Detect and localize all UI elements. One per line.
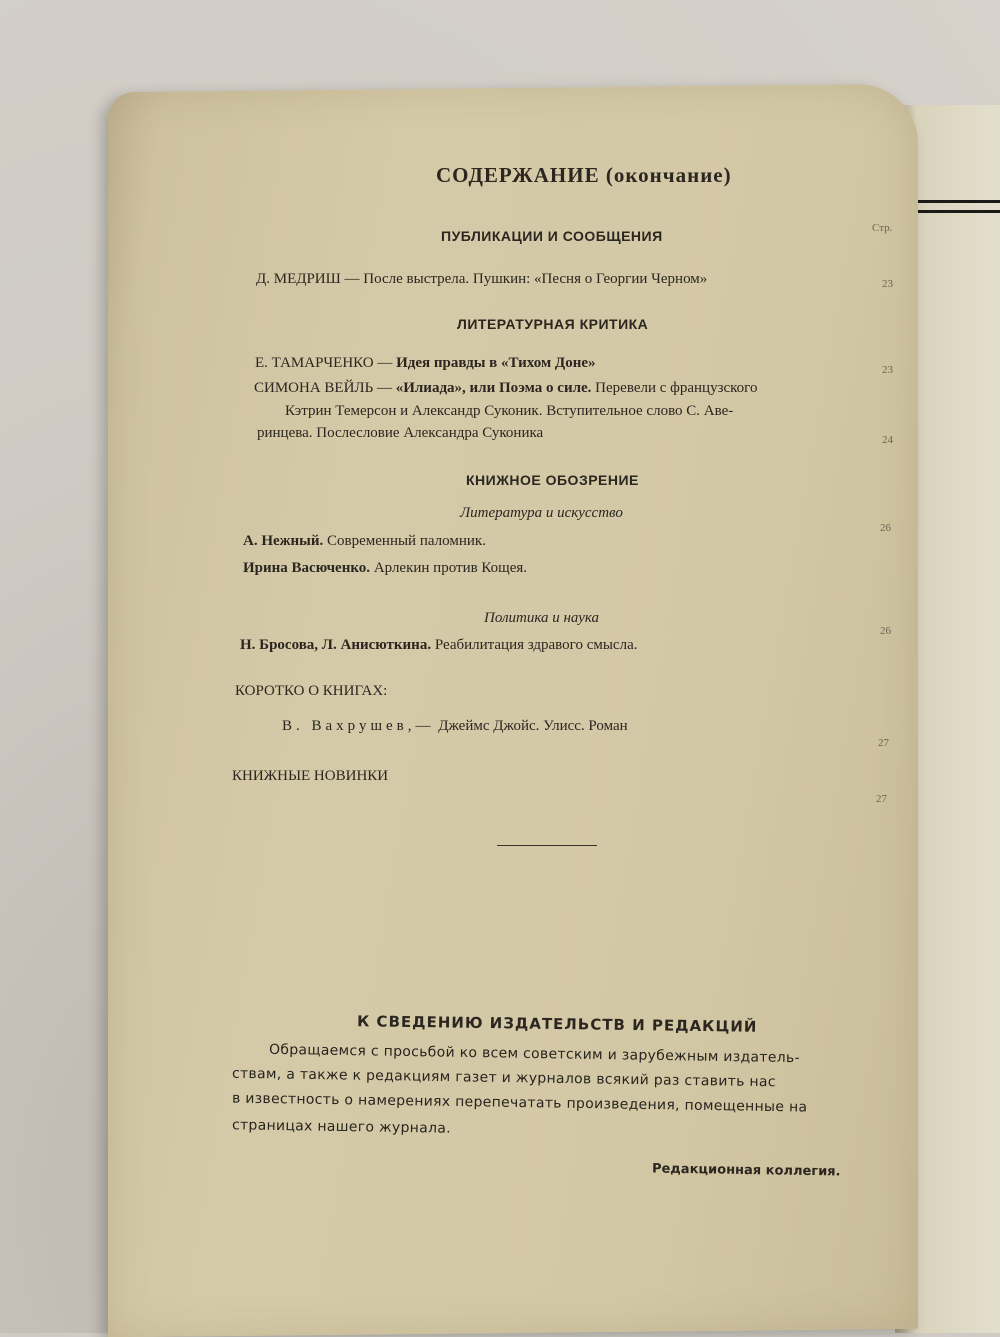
toc-entry [256, 271, 707, 288]
notice-signature: Редакционная коллегия. [651, 1161, 841, 1180]
section-heading: КНИЖНОЕ ОБОЗРЕНИЕ [466, 472, 639, 488]
toc-entry [243, 560, 527, 577]
toc-entry [243, 533, 486, 550]
entry-author: Е. ТАМАРЧЕНКО — [255, 355, 393, 371]
toc-entry [240, 637, 637, 654]
page-number: 24 [882, 434, 893, 446]
new-books-heading: КНИЖНЫЕ НОВИНКИ [232, 768, 389, 784]
facing-page-rule-bottom [918, 210, 1000, 213]
entry-title: Современный паломник. [327, 533, 486, 549]
toc-entry-continued: ринцева. Послесловие Александра Суконика [257, 425, 544, 441]
notice-line: страницах нашего журнала. [231, 1117, 452, 1137]
entry-author: Д. МЕДРИШ — [256, 271, 360, 287]
entry-title: «Илиада», или Поэма о силе. [395, 380, 592, 396]
entry-title: Арлекин против Кощея. [373, 560, 528, 576]
section-heading: ПУБЛИКАЦИИ И СООБЩЕНИЯ [441, 228, 663, 244]
contents-title: СОДЕРЖАНИЕ (окончание) [436, 163, 732, 187]
toc-entry [254, 380, 757, 397]
subsection-heading: Литература и искусство [460, 505, 623, 521]
page-number: 26 [880, 625, 891, 637]
page-number-header: Стр. [872, 222, 893, 234]
entry-note: Перевели с французского [595, 380, 758, 396]
entry-author: СИМОНА ВЕЙЛЬ — [254, 380, 392, 396]
entry-title: Реабилитация здравого смысла. [434, 637, 638, 653]
page-number: 23 [882, 278, 893, 290]
entry-author: Ирина Васюченко. [243, 560, 371, 576]
toc-entry [282, 718, 628, 735]
toc-entry [255, 355, 596, 372]
divider-rule [497, 845, 597, 846]
subsection-heading: Политика и наука [484, 610, 600, 626]
entry-author: Н. Бросова, Л. Анисюткина. [240, 637, 432, 653]
entry-title: Идея правды в «Тихом Доне» [396, 355, 596, 371]
entry-title: Джеймс Джойс. Улисс. Роман [438, 718, 628, 734]
notice-line: в известность о намерениях перепечатать произведения, помещенные на [231, 1090, 808, 1116]
notice-heading: К СВЕДЕНИЮ ИЗДАТЕЛЬСТВ И РЕДАКЦИЙ [356, 1012, 758, 1036]
facing-page-rule-top [918, 200, 1000, 203]
notice-line: Обращаемся с просьбой ко всем советским и зарубежным издатель- [268, 1041, 801, 1067]
page-number: 27 [876, 793, 887, 805]
notice-line: ствам, а также к редакциям газет и журналов всякий раз ставить нас [231, 1065, 776, 1091]
toc-entry-continued: Кэтрин Темерсон и Александр Суконик. Вступительное слово С. Аве- [285, 403, 734, 419]
short-books-heading: КОРОТКО О КНИГАХ: [235, 683, 388, 699]
entry-author: В. Вахрушев,— [282, 718, 435, 734]
entry-title: После выстрела. Пушкин: «Песня о Георгии Черном» [363, 271, 708, 287]
entry-author: А. Нежный. [243, 533, 324, 549]
section-heading: ЛИТЕРАТУРНАЯ КРИТИКА [457, 316, 649, 332]
page-number: 23 [882, 364, 893, 376]
page-number: 26 [880, 522, 891, 534]
page-number: 27 [878, 737, 889, 749]
